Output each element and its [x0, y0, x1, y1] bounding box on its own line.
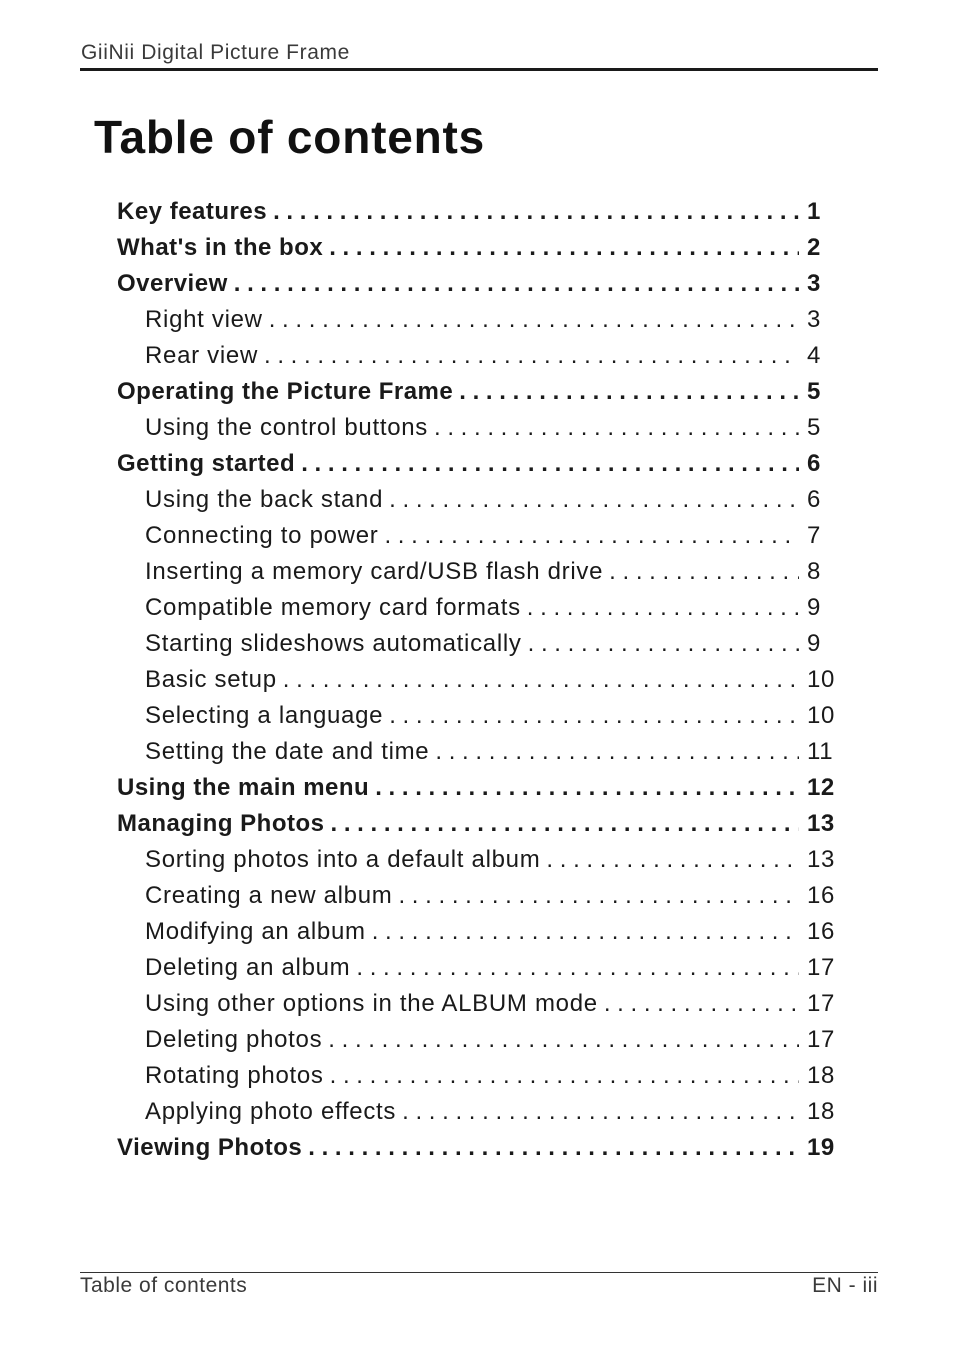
footer-rule	[80, 1272, 878, 1273]
toc-entry-title: Deleting an album	[145, 954, 351, 981]
toc-page-number: 10	[807, 666, 836, 693]
toc-dot-leader	[384, 518, 799, 554]
toc-dot-leader	[402, 1094, 799, 1130]
toc-entry-title: Rear view	[145, 342, 258, 369]
toc-subsection-entry[interactable]	[117, 698, 843, 734]
toc-subsection-entry[interactable]	[117, 878, 843, 914]
toc-entry-title: Connecting to power	[145, 522, 379, 549]
toc-page-number: 3	[807, 270, 821, 297]
header-rule	[80, 68, 878, 71]
toc-subsection-entry[interactable]	[117, 662, 843, 698]
toc-entry-title: Creating a new album	[145, 882, 393, 909]
footer-page-number: EN - iii	[812, 1274, 878, 1297]
toc-subsection-entry[interactable]	[117, 1094, 843, 1130]
toc-entry-title: Getting started	[117, 450, 296, 477]
toc-dot-leader	[527, 590, 799, 626]
toc-section-entry[interactable]	[117, 194, 843, 230]
toc-entry-title: Deleting photos	[145, 1026, 323, 1053]
toc-entry-title: What's in the box	[117, 234, 324, 261]
toc-section-entry[interactable]	[117, 1130, 843, 1166]
toc-page-number: 6	[807, 486, 822, 513]
toc-dot-leader	[308, 1130, 799, 1166]
toc-entry-title: Using other options in the ALBUM mode	[145, 990, 598, 1017]
toc-page-number: 12	[807, 774, 835, 801]
toc-page-number: 17	[807, 1026, 836, 1053]
toc-subsection-entry[interactable]	[117, 626, 843, 662]
toc-page-number: 7	[807, 522, 822, 549]
toc-subsection-entry[interactable]	[117, 518, 843, 554]
toc-subsection-entry[interactable]	[117, 734, 843, 770]
toc-page-number: 17	[807, 990, 836, 1017]
toc-page-number: 4	[807, 342, 822, 369]
toc-dot-leader	[273, 194, 799, 230]
toc-entry-title: Basic setup	[145, 666, 277, 693]
toc-section-entry[interactable]	[117, 374, 843, 410]
toc-subsection-entry[interactable]	[117, 986, 843, 1022]
toc-entry-title: Using the control buttons	[145, 414, 428, 441]
toc-subsection-entry[interactable]	[117, 950, 843, 986]
toc-dot-leader	[546, 842, 799, 878]
toc-entry-title: Selecting a language	[145, 702, 384, 729]
toc-entry-title: Applying photo effects	[145, 1098, 397, 1125]
toc-entry-title: Right view	[145, 306, 263, 333]
toc-subsection-entry[interactable]	[117, 554, 843, 590]
toc-page-number: 17	[807, 954, 836, 981]
toc-subsection-entry[interactable]	[117, 590, 843, 626]
toc-dot-leader	[269, 302, 799, 338]
toc-dot-leader	[609, 554, 799, 590]
toc-page-number: 11	[807, 738, 834, 765]
toc-entry-title: Rotating photos	[145, 1062, 324, 1089]
toc-section-entry[interactable]	[117, 230, 843, 266]
running-header: GiiNii Digital Picture Frame	[81, 41, 350, 64]
footer-section-title: Table of contents	[80, 1274, 248, 1297]
toc-page-number: 3	[807, 306, 822, 333]
page-title: Table of contents	[94, 111, 485, 163]
toc-entry-title: Operating the Picture Frame	[117, 378, 454, 405]
toc-page-number: 8	[807, 558, 822, 585]
toc-dot-leader	[389, 482, 799, 518]
toc-dot-leader	[330, 1058, 799, 1094]
toc-dot-leader	[435, 734, 799, 770]
toc-entry-title: Sorting photos into a default album	[145, 846, 541, 873]
toc-page-number: 6	[807, 450, 821, 477]
toc-page-number: 19	[807, 1134, 835, 1161]
toc-entry-title: Managing Photos	[117, 810, 325, 837]
toc-entry-title: Using the main menu	[117, 774, 370, 801]
toc-entry-title: Setting the date and time	[145, 738, 430, 765]
toc-page-number: 1	[807, 198, 821, 225]
toc-section-entry[interactable]	[117, 806, 843, 842]
toc-page-number: 16	[807, 918, 836, 945]
toc-page-number: 13	[807, 846, 836, 873]
toc-dot-leader	[459, 374, 799, 410]
toc-entry-title: Viewing Photos	[117, 1134, 303, 1161]
toc-page-number: 18	[807, 1098, 836, 1125]
toc-section-entry[interactable]	[117, 446, 843, 482]
toc-entry-title: Inserting a memory card/USB flash drive	[145, 558, 604, 585]
toc-dot-leader	[375, 770, 799, 806]
toc-dot-leader	[264, 338, 799, 374]
toc-entry-title: Key features	[117, 198, 268, 225]
toc-page-number: 2	[807, 234, 821, 261]
toc-section-entry[interactable]	[117, 770, 843, 806]
toc-page-number: 16	[807, 882, 836, 909]
toc-page-number: 5	[807, 378, 821, 405]
toc-entry-title: Compatible memory card formats	[145, 594, 521, 621]
toc-page-number: 13	[807, 810, 835, 837]
toc-page-number: 18	[807, 1062, 836, 1089]
toc-page-number: 9	[807, 594, 822, 621]
toc-subsection-entry[interactable]	[117, 302, 843, 338]
table-of-contents	[117, 194, 843, 1166]
toc-page-number: 10	[807, 702, 836, 729]
toc-dot-leader	[372, 914, 799, 950]
toc-dot-leader	[329, 230, 799, 266]
toc-dot-leader	[528, 626, 799, 662]
toc-dot-leader	[301, 446, 799, 482]
toc-subsection-entry[interactable]	[117, 914, 843, 950]
toc-section-entry[interactable]	[117, 266, 843, 302]
toc-dot-leader	[331, 806, 800, 842]
toc-subsection-entry[interactable]	[117, 338, 843, 374]
toc-page-number: 5	[807, 414, 822, 441]
toc-dot-leader	[389, 698, 799, 734]
toc-entry-title: Modifying an album	[145, 918, 366, 945]
toc-page-number: 9	[807, 630, 822, 657]
toc-dot-leader	[604, 986, 799, 1022]
toc-dot-leader	[356, 950, 799, 986]
toc-subsection-entry[interactable]	[117, 482, 843, 518]
toc-entry-title: Starting slideshows automatically	[145, 630, 522, 657]
toc-subsection-entry[interactable]	[117, 842, 843, 878]
toc-entry-title: Overview	[117, 270, 228, 297]
toc-subsection-entry[interactable]	[117, 1022, 843, 1058]
toc-dot-leader	[398, 878, 799, 914]
toc-dot-leader	[283, 662, 799, 698]
toc-subsection-entry[interactable]	[117, 410, 843, 446]
toc-dot-leader	[328, 1022, 799, 1058]
toc-subsection-entry[interactable]	[117, 1058, 843, 1094]
toc-dot-leader	[234, 266, 799, 302]
toc-entry-title: Using the back stand	[145, 486, 384, 513]
toc-dot-leader	[434, 410, 799, 446]
